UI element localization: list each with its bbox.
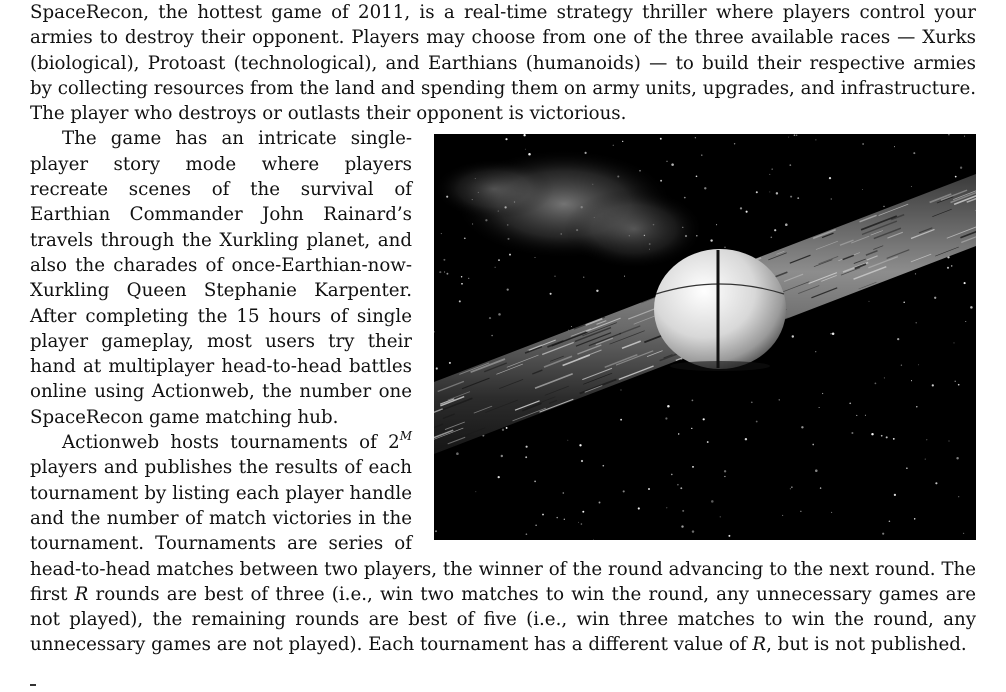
exponent-m: M (399, 429, 412, 444)
problem-statement (30, 0, 976, 658)
intro-paragraph: SpaceRecon, the hottest game of 2011, is a real-time strategy thriller where players control your armies to destroy their opponent. Players may choose from one of the three available races — Xurks (biological), Protoast (technological), and Earthians (humanoids) — to build their respective armies by collecting resources from the land and spending them on army units, upgrades, and infrastructure. The player who destroys or outlasts their opponent is victorious. (30, 2, 976, 125)
variable-r: R (74, 583, 89, 605)
story-paragraph: The game has an intricate single-player story mode where players recreate scenes of the survival of Earthian Commander John Rainard’s travels through the Xurkling planet, and also the charades of once-Earthian-now-Xurkling Queen Stephanie Karpenter. After completing the 15 hours of single player gameplay, most users try their hand at multiplayer head-to-head battles online using Actionweb, the number one SpaceRecon game matching hub. (30, 128, 412, 428)
variable-r: R (752, 634, 767, 656)
game-screenshot-figure (434, 134, 976, 540)
page-fragment-mark (30, 684, 36, 686)
tournament-paragraph: Actionweb hosts tournaments of $2^M$ players and publishes the results of each tournament by listing each player handle and the number of match victories in the tournament. Tournaments are series of head-to-head matches between two players, the winner of the round advancing to the next round. The first R rounds are best of three (i.e., win two matches to win the round, any unnecessary games are not played), the remaining rounds are best of five (i.e., win three matches to win the round, any unnecessary games are not played). Each tournament has a different value of R, but is not published. (30, 429, 977, 656)
spherical-pod (654, 249, 786, 369)
space-scene-illustration (434, 134, 976, 540)
